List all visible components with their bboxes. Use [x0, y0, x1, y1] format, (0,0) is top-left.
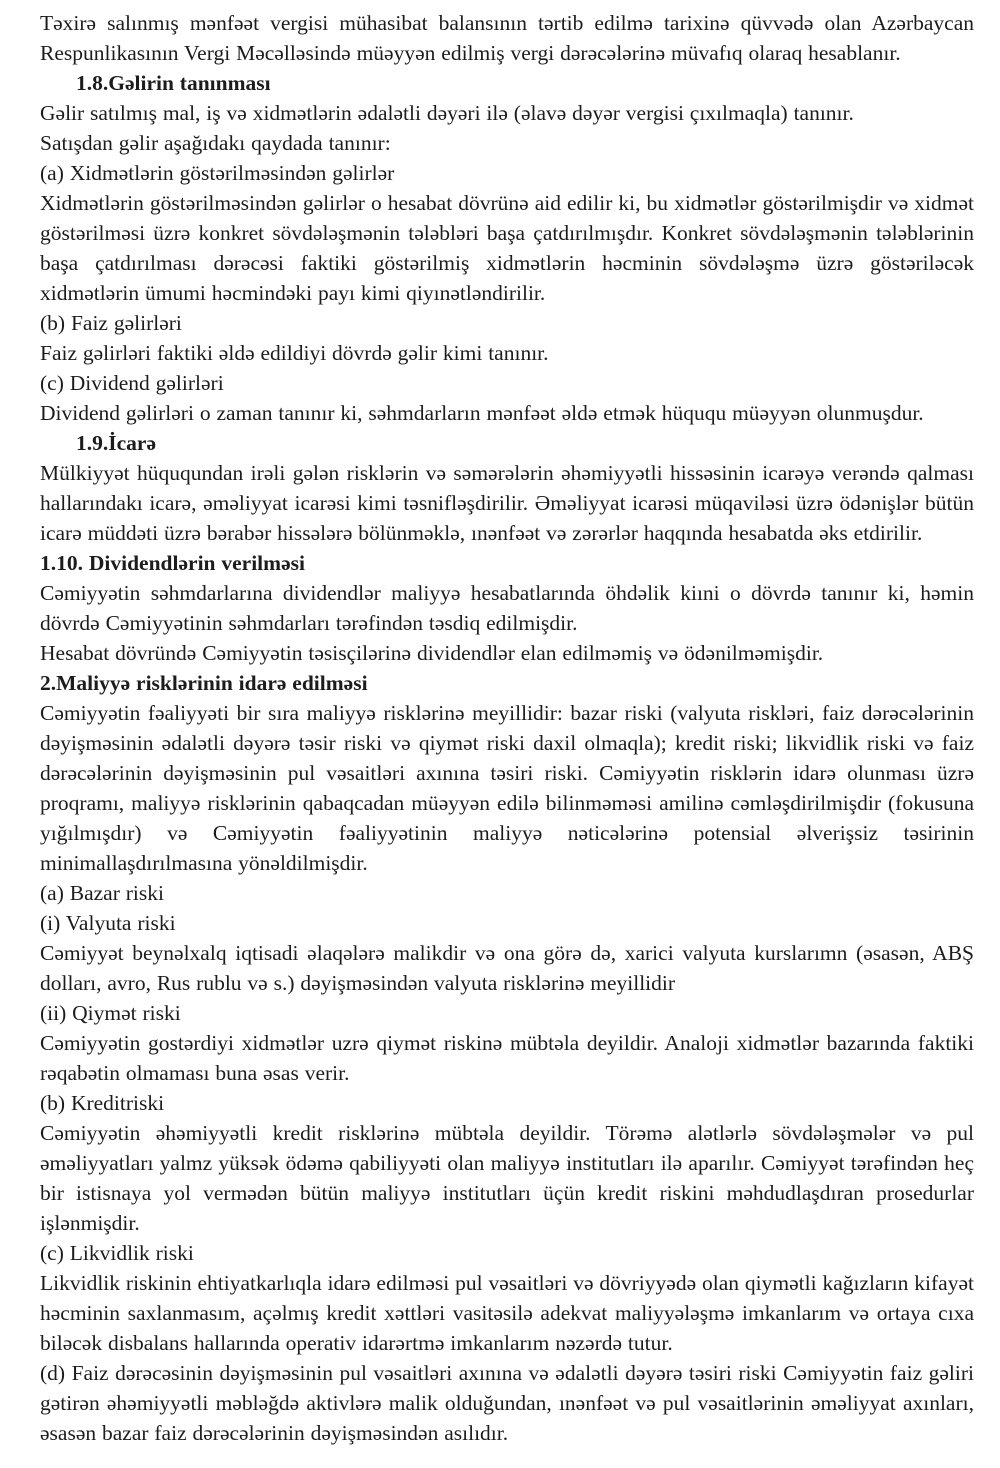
- paragraph: Cəmiyyət beynəlxalq iqtisadi əlaqələrə malikdir və ona görə də, xarici valyuta kurslarımn (əsasən, ABŞ dolları, avro, Rus rublu və s.) dəyişməsindən valyuta risklərinə meyillidir: [40, 941, 974, 995]
- paragraph: Təxirə salınmış mənfəət vergisi mühasibat balansının tərtib edilmə tarixinə qüvvədə olan Azərbaycan Respunlikasının Vergi Məcəlləsində müəyyən edilmiş vergi dərəcələrinə müvafıq olaraq hesablanır.: [40, 11, 974, 65]
- paragraph: Cəmiyyətin gostərdiyi xidmətlər uzrə qiymət riskinə mübtəla deyildir. Analoji xidmətlər bazarında faktiki rəqabətin olmaması buna əsas verir.: [40, 1031, 974, 1085]
- paragraph: (i) Valyuta riski: [40, 911, 176, 935]
- paragraph: Dividend gəlirləri o zaman tanınır ki, səhmdarların mənfəət əldə etmək hüququ müəyyən olunmuşdur.: [40, 401, 924, 425]
- paragraph: (c) Likvidlik riski: [40, 1241, 194, 1265]
- paragraph: (b) Faiz gəlirləri: [40, 311, 182, 335]
- paragraph: Gəlir satılmış mal, iş və xidmətlərin ədalətli dəyəri ilə (əlavə dəyər vergisi çıxılmaqla) tanınır.: [40, 101, 854, 125]
- paragraph: Xidmətlərin göstərilməsindən gəlirlər o hesabat dövrünə aid edilir ki, bu xidmətlər göstərilmişdir və xidmət göstərilməsi üzrə konkret sövdələşmənin tələbləri başa çatdırılmışdır. Konkret sövdələşmənin tələblərinin başa çatdırılması dərəcəsi faktiki göstərilmiş xidmətlərin həcminin sövdələşmə üzrə göstəriləcək xidmətlərin ümumi həcmindəki payı kimi qiyınətləndirilir.: [40, 191, 974, 305]
- section-heading: 1.10. Dividendlərin verilməsi: [40, 551, 305, 575]
- paragraph: Faiz gəlirləri faktiki əldə edildiyi dövrdə gəlir kimi tanınır.: [40, 341, 549, 365]
- section-heading: 1.8.Gəlirin tanınması: [76, 71, 271, 95]
- paragraph: (c) Dividend gəlirləri: [40, 371, 224, 395]
- paragraph: (d) Faiz dərəcəsinin dəyişməsinin pul vəsaitləri axınına və ədalətli dəyərə təsiri riski Cəmiyyətin faiz gəliri gətirən əhəmiyyətli məbləğdə aktivlərə malik olduğundan, ınənfəət və pul vəsaitlərinin əməliyyat axınları, əsasən bazar faiz dərəcələrinin dəyişməsindən asılıdır.: [40, 1361, 974, 1445]
- section-heading: 2.Maliyyə risklərinin idarə edilməsi: [40, 671, 368, 695]
- paragraph: (b) Kreditriski: [40, 1091, 165, 1115]
- paragraph: Mülkiyyət hüququndan irəli gələn risklərin və səmərələrin əhəmiyyətli hissəsinin icarəyə verəndə qalması hallarındakı icarə, əməliyyat icarəsi kimi təsnifləşdirilir. Əməliyyat icarəsi müqaviləsi üzrə ödənişlər bütün icarə müddəti üzrə bərabər hissələrə bölünməklə, ınənfəət və zərərlər haqqında hesabatda əks etdirilir.: [40, 461, 974, 545]
- paragraph: Cəmiyyətin fəaliyyəti bir sıra maliyyə risklərinə meyillidir: bazar riski (valyuta riskləri, faiz dərəcələrinin dəyişməsinin ədalətli dəyərə təsir riski və qiymət riski daxil olmaqla); kredit riski; likvidlik riski və faiz dərəcələrinin dəyişməsinin pul vəsaitləri axınına təsiri riski. Cəmiyyətin risklərin idarə olunması üzrə proqramı, maliyyə risklərinin qabaqcadan müəyyən edilə bilinməməsi amilinə cəmləşdirilmişdir (fokusuna yığılmışdır) və Cəmiyyətin fəaliyyətinin maliyyə nəticələrinə potensial əlverişsiz təsirinin minimallaşdırılmasına yönəldilmişdir.: [40, 701, 974, 875]
- paragraph: Cəmiyyətin əhəmiyyətli kredit risklərinə mübtəla deyildir. Törəmə alətlərlə sövdələşmələr və pul əməliyyatları yalmz yüksək ödəmə qabiliyyəti olan maliyyə institutları ilə aparılır. Cəmiyyət tərəfindən heç bir istisnaya yol vermədən bütün maliyyə institutları üçün kredit riskini məhdudlaşdıran prosedurlar işlənmişdir.: [40, 1121, 974, 1235]
- paragraph: Likvidlik riskinin ehtiyatkarlıqla idarə edilməsi pul vəsaitləri və dövriyyədə olan qiymətli kağızların kifayət həcminin saxlanmasım, açəlmış kredit xəttləri vasitəsilə adekvat maliyyələşmə imkanlarım və ortaya cıxa biləcək disbalans hallarında operativ idarərtmə imkanlarım nəzərdə tutur.: [40, 1271, 974, 1355]
- paragraph: (a) Bazar riski: [40, 881, 164, 905]
- paragraph: (a) Xidmətlərin göstərilməsindən gəlirlər: [40, 161, 395, 185]
- paragraph: Hesabat dövründə Cəmiyyətin təsisçilərinə dividendlər elan edilməmiş və ödənilməmişdir.: [40, 641, 824, 665]
- paragraph: Satışdan gəlir aşağıdakı qaydada tanınır:: [40, 131, 391, 155]
- section-heading: 1.9.İcarə: [76, 431, 156, 455]
- paragraph: (ii) Qiymət riski: [40, 1001, 181, 1025]
- paragraph: Cəmiyyətin səhmdarlarına dividendlər maliyyə hesabatlarında öhdəlik kiıni o dövrdə tanınır ki, həmin dövrdə Cəmiyyətinin səhmdarları tərəfindən təsdiq edilmişdir.: [40, 581, 974, 635]
- document-body: [40, 8, 974, 1448]
